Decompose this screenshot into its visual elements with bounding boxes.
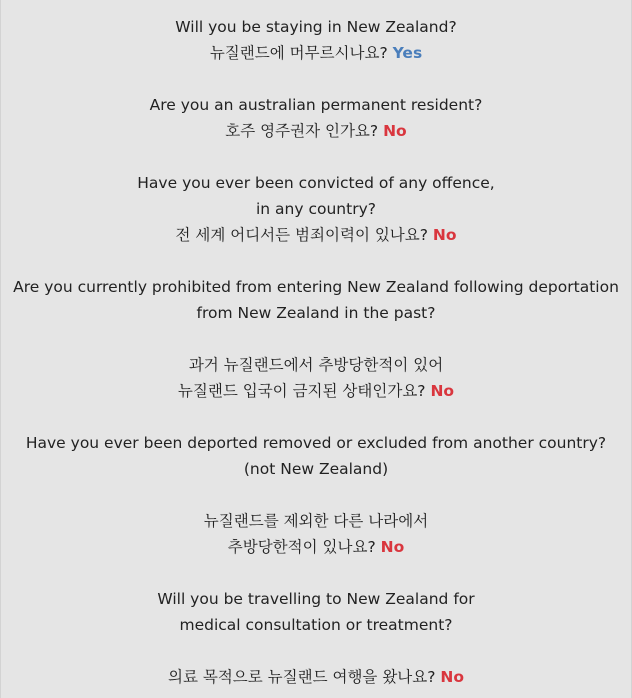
question-block bbox=[1, 664, 631, 690]
question-text: in any country? bbox=[256, 200, 376, 218]
question-text-ko: 뉴질랜드에 머무르시나요? bbox=[209, 44, 393, 62]
question-block bbox=[1, 170, 631, 248]
question-text: Will you be travelling to New Zealand for bbox=[157, 590, 475, 608]
question-text: Will you be staying in New Zealand? bbox=[175, 18, 457, 36]
question-text: 과거 뉴질랜드에서 추방당한적이 있어 bbox=[188, 356, 444, 374]
question-block bbox=[1, 352, 631, 404]
question-text-ko: 뉴질랜드 입국이 금지된 상태인가요? bbox=[177, 382, 431, 400]
question-text bbox=[1, 118, 631, 144]
question-text: 뉴질랜드를 제외한 다른 나라에서 bbox=[203, 512, 429, 530]
question-text-ko: 호주 영주권자 인가요? bbox=[225, 122, 384, 140]
answer-no: No bbox=[430, 382, 455, 400]
question-text bbox=[1, 534, 631, 560]
question-text: Have you ever been deported removed or excluded from another country? bbox=[25, 434, 607, 452]
question-text bbox=[1, 222, 631, 248]
question-text bbox=[1, 378, 631, 404]
answer-no: No bbox=[383, 122, 407, 140]
answer-yes: Yes bbox=[392, 44, 423, 62]
question-text-ko: 전 세계 어디서든 범죄이력이 있나요? bbox=[175, 226, 433, 244]
question-text bbox=[1, 40, 631, 66]
question-text: Are you currently prohibited from entering New Zealand following deportation bbox=[13, 278, 619, 296]
question-text: Have you ever been convicted of any offence, bbox=[137, 174, 495, 192]
question-text: (not New Zealand) bbox=[243, 460, 389, 478]
question-text-ko: 추방당한적이 있나요? bbox=[227, 538, 381, 556]
answer-no: No bbox=[432, 226, 457, 244]
answer-no: No bbox=[380, 538, 405, 556]
answer-no: No bbox=[440, 668, 465, 686]
question-block bbox=[1, 14, 631, 66]
question-block bbox=[1, 430, 631, 482]
question-block bbox=[1, 92, 631, 144]
question-block bbox=[1, 274, 631, 326]
question-text: Are you an australian permanent resident? bbox=[149, 96, 483, 114]
question-text-ko: 의료 목적으로 뉴질랜드 여행을 왔나요? bbox=[167, 668, 441, 686]
question-text: from New Zealand in the past? bbox=[196, 304, 436, 322]
question-block bbox=[1, 586, 631, 638]
question-block bbox=[1, 508, 631, 560]
question-text: medical consultation or treatment? bbox=[179, 616, 453, 634]
question-text bbox=[1, 664, 631, 690]
